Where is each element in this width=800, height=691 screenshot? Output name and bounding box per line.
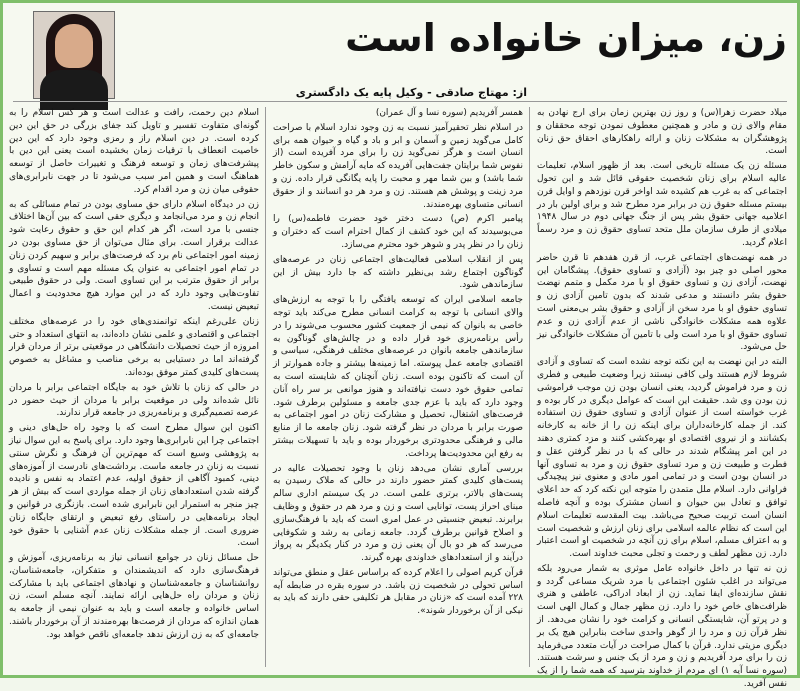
paragraph: بررسی آماری نشان می‌دهد زنان با وجود تحصیلات عالیه در پست‌های کلیدی کمتر حضور دارند در حالی که ملاک رسیدن به پست‌های بالاتر، برتری علمی است. در یک سیستم اداری سالم مبنای احراز پست، توانایی است و زن و مرد هم در حقوق و وظایف برابرند. تبعیض جنسیتی در عمل امری است که باید با فرهنگ‌سازی و اصلاح قوانین برطرف گردد. جامعه زمانی به رشد و شکوفایی می‌رسد که هر دو بال آن یعنی زن و مرد در کنار یکدیگر به پرواز درآیند و از استعدادهای خداوندی بهره گیرند. xyxy=(273,463,523,564)
paragraph: اسلام دین رحمت، رافت و عدالت است و هر کس اسلام را به گونه‌ای متفاوت تفسیر و تاویل کند جفای بزرگی در حق این دین کرده است. در دین اسلام راز و رمزی وجود دارد که این دین خاصیت انعطاف با ترقیات زمان بخشیده است یعنی این دین با پیشرفت‌های زمان و توسعه فرهنگ و تغییرات حاصل از توسعه هماهنگ است و همین امر سبب می‌شود تا در جهت نابرابری‌های حقوقی میان زن و مرد اقدام کرد. xyxy=(9,108,259,195)
paragraph: مسئله زن یک مسئله تاریخی است. بعد از ظهور اسلام، تعلیمات عالیه اسلام برای زنان شخصیت حقوقی قائل شد و این تحول اجتماعی که به غرب هم کشیده شد اواخر قرن نوزدهم و اوایل قرن بیستم مسئله حقوق زن در برابر مرد مطرح شد و برای اولین بار در اعلامیه جهانی حقوق بشر پس از جنگ جهانی دوم در سال ۱۹۴۸ میلادی از طرف سازمان ملل متحد تساوی حقوق زن و مرد رسماً اعلام گردید. xyxy=(537,161,787,248)
paragraph: پیامبر اکرم (ص) دست دختر خود حضرت فاطمه(س) را می‌بوسیدند که این خود کشف از کمال احترام است که دختران و زنان را در نظر پدر و شوهر خود محترم می‌سازد. xyxy=(273,214,523,250)
article-headline: زن، میزان خانواده است xyxy=(345,16,787,60)
paragraph: اکنون این سوال مطرح است که با وجود راه حل‌های دینی و اجتماعی چرا این نابرابری‌ها وجود دارد. برای پاسخ به این سوال نیاز به پژوهشی وسیع است که مهم‌ترین آن فرهنگ و نگرش سنتی نسبت به زنان در جامعه ماست. برداشت‌های نادرست از آموزه‌های دینی، کمبود آگاهی از حقوق اولیه، عدم اعتماد به نفس و نادیده گرفته شدن استعدادهای زنان از جمله مواردی است که بیش از هر چیز منجر به استمرار این نابرابری شده است. بازنگری در قوانین و ایجاد برنامه‌هایی در راستای رفع تبعیض و ارتقای جایگاه زنان ضروری است. از جمله مشکلات زنان عدم آشنایی با حقوق خود است. xyxy=(9,423,259,549)
article-column-middle xyxy=(273,107,523,667)
paragraph: همسر آفریدیم (سوره نسا و آل عمران) xyxy=(375,108,523,118)
paragraph: در اسلام نظر تحقیرآمیز نسبت به زن وجود ندارد اسلام با صراحت کامل می‌گوید زمین و آسمان و ابر و باد و گیاه و حیوان همه برای انسان است و هرگز نمی‌گوید زن را برای مرد آفریده است (از نفوس شما برایتان جفت‌هایی آفریده که مایه آرامش و سکون خاطر شما باشد) و بین شما مهر و محبت را پایه یگانگی قرار داده. زن و مرد زینت و پوشش هم هستند. زن و مرد هر دو انسانند و از حقوق انسانی متساوی بهره‌مندند. xyxy=(273,122,523,210)
paragraph: زن در دیدگاه اسلام دارای حق مساوی بودن در تمام مسائلی که به انجام زن و مرد می‌انجامد و دیگری حقی است که بین آن‌ها اختلاف جنسی با مرد است، اگر هر کدام این حق و حقوق رعایت شود عدالت برقرار است. برای مثال می‌توان از حق مساوی بودن در زمینه امور اجتماعی نام برد که فرصت‌های برابر و سهیم کردن زنان در تمام امور اجتماعی به عنوان یک مسئله مهم است و تساوی و برابر از حقوق مترتب بر این تساوی است. ولی در حقوق طبیعی تفاوت‌هایی وجود دارد که در این موارد هیچ محدودیت و اعمال تبعیض نیست. xyxy=(9,199,259,312)
paragraph: زن نه تنها در داخل خانواده عامل موثری به شمار می‌رود بلکه می‌تواند در اغلب شئون اجتماعی با مرد شریک مساعی گردد و نقش سازنده‌ای ایفا نماید. زن از ابعاد ادراکی، عاطفی و هنری ظرافت‌های خاص خود را دارد. زن مظهر جمال و کمال الهی است و در پرتو آن، شایستگی انسانی و کرامت خود را نشان می‌دهد. از نظر قرآن زن و مرد را از گوهر واحدی ساخت بنابراین هیچ یک بر دیگری مزیتی ندارد. قرآن با کمال صراحت در آیات متعدد می‌فرماید زن را برای مرد آفریدیم و زن و مرد از یک جنس و سرشت هستند. (سوره نسا آیه ۱) ای مردم از خداوند بترسید که همه شما را از یک نفس آفرید. xyxy=(537,563,787,690)
paragraph: حل مسائل زنان در جوامع انسانی نیاز به برنامه‌ریزی، آموزش و فرهنگ‌سازی دارد که اندیشمندان و متفکران، جامعه‌شناسان، روانشناسان و جامعه‌شناسان و نهادهای اجتماعی باید با مشارکت زنان و مردان راه حل‌هایی ارائه نمایند. آنچه مسلم است، زن اساس خانواده و جامعه است و باید به عنوان نیمی از جامعه به همان اندازه که مردان از فرصت‌ها بهره‌مندند از آن برخوردار باشند. جامعه‌ای که به زن ارزش ندهد جامعه‌ای ناقص خواهد بود. xyxy=(9,553,259,640)
article-byline: از: مهتاج صادقی - وکیل پایه یک دادگستری xyxy=(295,86,527,99)
paragraph: قرآن کریم اصولی را اعلام کرده که براساس عقل و منطق می‌تواند اساس تحولی در شخصیت زن باشد. در سوره بقره در ضابطه آیه ۲۲۸ آمده است که «زنان در مقابل هر تکلیفی حقی دارند که باید به نیکی از آن برخوردار شوند». xyxy=(273,567,523,617)
paragraph: زنان علی‌رغم اینکه توانمندی‌های خود را در عرصه‌های مختلف اجتماعی و اقتصادی و علمی نشان داده‌اند، به انتهای استعداد و حتی امروزه از حیث تحصیلات دانشگاهی در موقعیتی برتر از مردان قرار گرفته‌اند اما در دستیابی به برخی مناصب و مشاغل به خصوص پست‌های کلیدی کمتر موفق بوده‌اند. xyxy=(9,316,259,378)
paragraph: میلاد حضرت زهرا(س) و روز زن بهترین زمان برای ارج نهادن به مقام والای زن و مادر و همچنین معطوف نمودن توجه محققان و پژوهشگران به مشکلات زنان و ارائه راهکارهای احقاق حق زنان است. xyxy=(537,108,787,157)
column-divider xyxy=(265,107,266,667)
header-divider xyxy=(13,101,787,102)
paragraph: در همه نهضت‌های اجتماعی غرب، از قرن هفدهم تا قرن حاضر محور اصلی دو چیز بود (آزادی و تساوی حقوق). پیشگامان این نهضت، آزادی زن و تساوی حقوق او با مرد مکمل و متمم نهضت حقوق بشر دانستند و مدعی شدند که بدون تامین آزادی زن و تساوی حقوق او با مرد سخن از آزادی و حقوق بشر بی‌معنی است علاوه همه مشکلات خانوادگی ناشی از عدم آزادی زن و عدم تساوی حقوق او با مرد است ولی با تامین آن مشکلات خانوادگی نیز حل می‌شود. xyxy=(537,252,787,353)
author-photo xyxy=(33,11,115,99)
column-divider xyxy=(529,107,530,667)
article-column-right xyxy=(537,107,787,690)
author-photo-face xyxy=(55,24,93,68)
author-photo-body xyxy=(40,70,108,110)
paragraph: در حالی که زنان با تلاش خود به جایگاه اجتماعی برابر با مردان نائل شده‌اند ولی در موقعیت برابر با مردان از حیث حضور در عرصه تصمیم‌گیری و برنامه‌ریزی در جامعه قرار ندارند. xyxy=(9,382,259,419)
paragraph: البته در این نهضت به این نکته توجه نشده است که تساوی و آزادی شروط لازم هستند ولی کافی نیستند زیرا وضعیت طبیعی و فطری زن و مرد فراموش گردید، یعنی انسان بودن زن موجب فراموشی زن بودن وی شد. حقیقت این است که عوامل دیگری در کار بوده و غرب خواسته است از عنوان آزادی و تساوی حقوق زن استفاده کند. از جمله کارخانه‌داران برای اینکه زن را از خانه به کارخانه بکشانند و از نیروی اقتصادی او بهره‌کشی کنند و مزد کمتری دهند در این امر پیشگام شدند در حالی که با در نظر گرفتن عقل و فطرت و طبیعت زن و مرد تساوی حقوق زن و مرد به تساوی آنها در انسان بودن است و در تمامی امور مادی و معنوی نیز پیچیدگی فراوانی دارد. اسلام ملل متمدن را متوجه این نکته کرد که حد اعلای توافق و تعادل بین حیوان و انسان مشترک بوده و آنچه فاصله انسان است تربیت صحیح می‌باشد. بیت المقدسه تعلیمات اسلام این است که نظام عالمه اسلامی برای زنان ارزش و شخصیت است و به اعتراف مسلم، اسلام برای زن آنچه در شخصیت او است اعتبار دارد. زن مظهر لطف و رحمت و تجلی محبت خداوند است. xyxy=(537,357,787,560)
paragraph: پس از انقلاب اسلامی فعالیت‌های اجتماعی زنان در عرصه‌های گوناگون اجتماع رشد بی‌نظیر داشته که جا دارد بیش از این سازماندهی شود. xyxy=(273,254,523,291)
article-column-left xyxy=(9,107,259,667)
paragraph: جامعه اسلامی ایران که توسعه یافتگی را با توجه به ارزش‌های والای انسانی با توجه به کرامت انسانی مطرح می‌کند باید توجه خاصی به بانوان که نیمی از جمعیت کشور محسوب می‌شوند را در رأس برنامه‌ریزی خود قرار داده و در چالش‌های گوناگون به سازماندهی جامعه بانوان در عرصه‌های مختلف فرهنگی، سیاسی و اقتصادی جامعه عمل پیوسته. اما زمینه‌ها بیشتر و جاده هموارتر از آن است که تاکنون بوده است. زنان آنچنان که شایسته است به تمامی حقوق خود دست نیافته‌اند و هنوز موانعی بر سر راه آنان وجود دارد که باید با عزم جدی جامعه و مسئولین برطرف شود. فرصت‌های اشتغال، تحصیل و مشارکت زنان در امور اجتماعی به صورت برابر با مردان در نظر گرفته شود. زنان جامعه ما از منابع مالی و فرهنگی محدودتری برخوردار بوده و باید با تسهیلات بیشتر به رفع این محدودیت‌ها پرداخت. xyxy=(273,295,523,459)
